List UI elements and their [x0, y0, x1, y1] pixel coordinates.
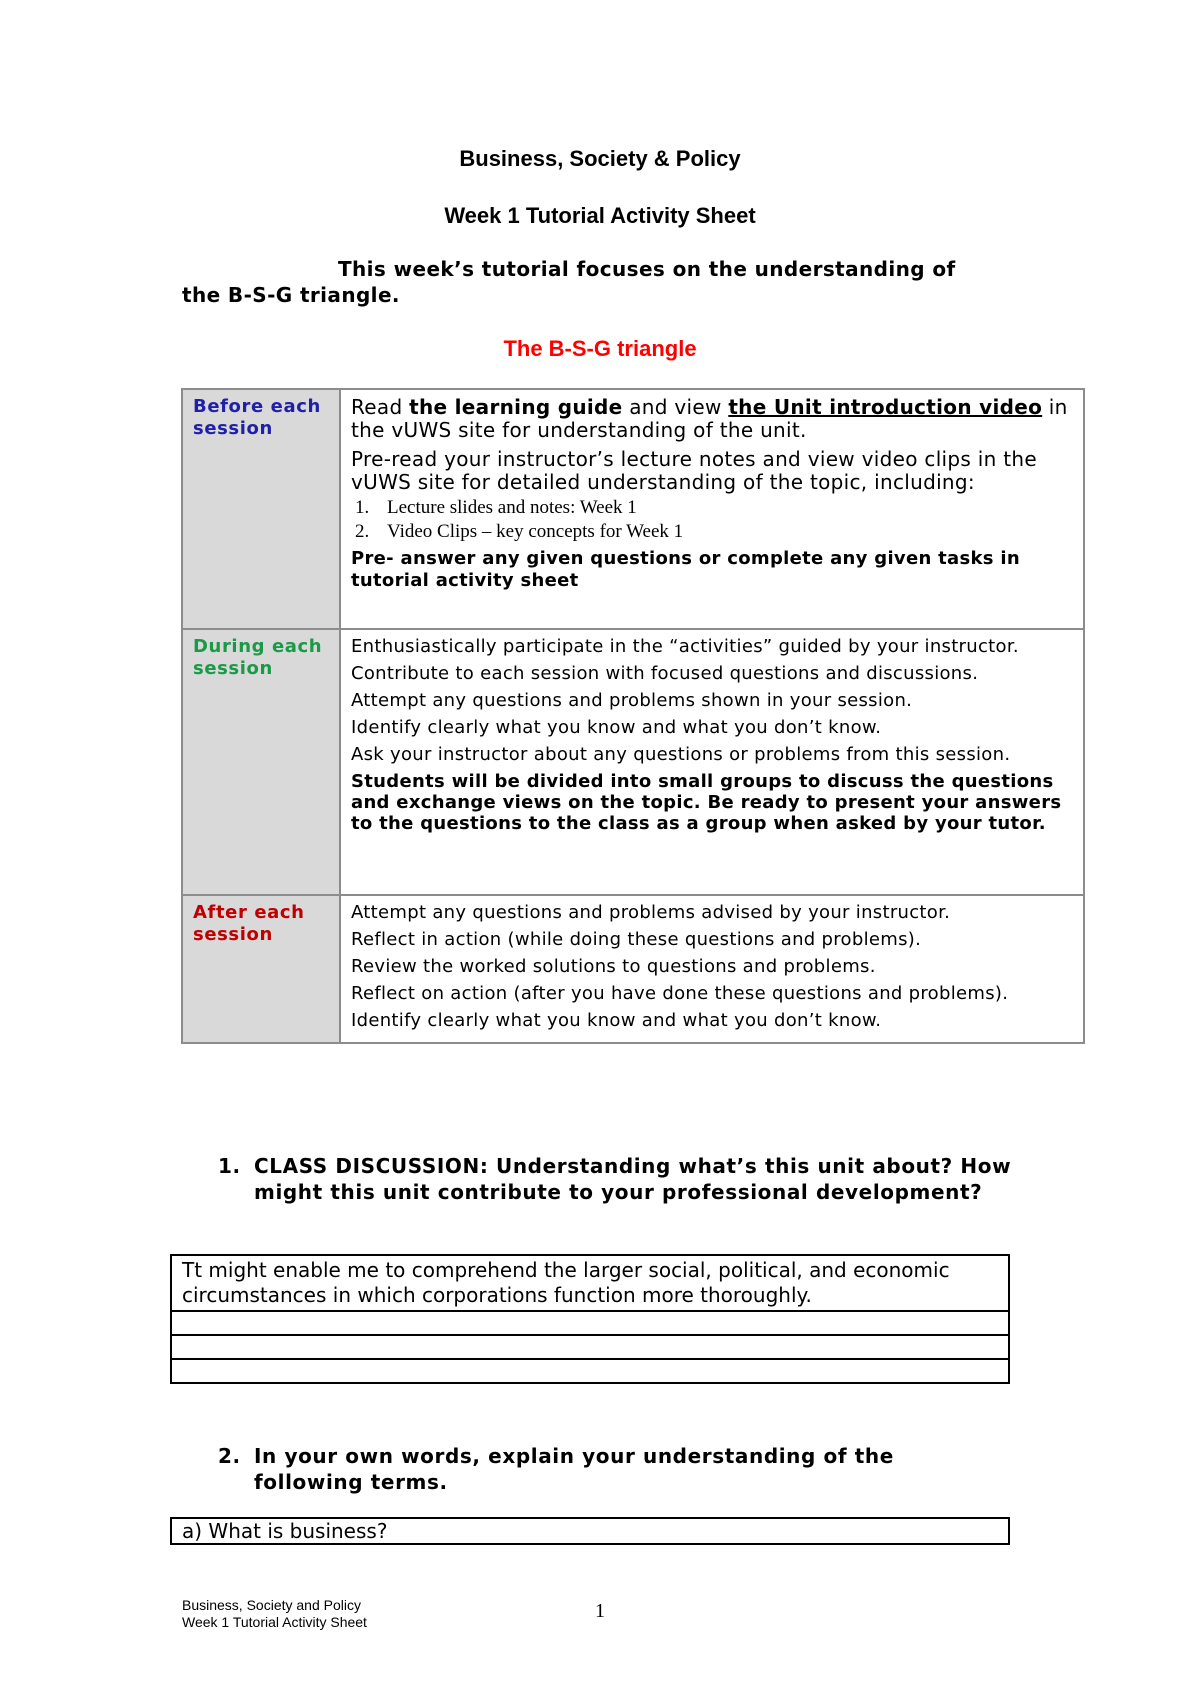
list-item-num: 1.: [355, 497, 370, 518]
answer-1-blank-line[interactable]: [171, 1359, 1009, 1383]
section-heading: The B-S-G triangle: [503, 336, 697, 361]
question-2: [218, 1443, 978, 1495]
sheet-title: Week 1 Tutorial Activity Sheet: [444, 203, 756, 228]
after-content: [340, 895, 1084, 1043]
page-number: 1: [595, 1600, 605, 1622]
after-line: Identify clearly what you know and what you don’t know.: [351, 1010, 882, 1031]
during-line: Attempt any questions and problems shown in your session.: [351, 690, 913, 711]
list-item: [351, 496, 1073, 520]
before-label: Before each session: [182, 389, 340, 629]
question-1-number: 1.: [218, 1154, 241, 1178]
during-content: [340, 629, 1084, 895]
answer-1-blank-line[interactable]: [171, 1311, 1009, 1335]
learning-guide-text: the learning guide: [409, 395, 623, 419]
after-line: Attempt any questions and problems advised by your instructor.: [351, 902, 951, 923]
during-line: Contribute to each session with focused questions and discussions.: [351, 663, 979, 684]
after-line: Review the worked solutions to questions and problems.: [351, 956, 876, 977]
preread-text: Pre-read your instructor’s lecture notes and view video clips in the vUWS site for detailed understanding of the topic, including:: [351, 447, 1037, 494]
list-item-num: 2.: [355, 521, 370, 542]
list-item-text: Video Clips – key concepts for Week 1: [387, 521, 684, 542]
before-row: [182, 389, 1084, 629]
during-line: Identify clearly what you know and what you don’t know.: [351, 717, 882, 738]
sub-question-a[interactable]: a) What is business?: [171, 1518, 1009, 1544]
course-title: Business, Society & Policy: [459, 146, 741, 171]
list-item-text: Lecture slides and notes: Week 1: [387, 497, 637, 518]
question-1-text: CLASS DISCUSSION: Understanding what’s this unit about? How might this unit contribute to your professional development?: [254, 1154, 1012, 1204]
preanswer-text: Pre- answer any given questions or complete any given tasks in tutorial activity sheet: [351, 548, 1020, 591]
lecture-list: [351, 496, 1073, 544]
answer-table-1: [170, 1254, 1010, 1384]
intro-line-1: This week’s tutorial focuses on the understanding of: [338, 257, 956, 281]
footer-line-2: Week 1 Tutorial Activity Sheet: [182, 1614, 367, 1630]
unit-video-link[interactable]: the Unit introduction video: [728, 395, 1043, 419]
footer: [182, 1597, 367, 1631]
group-note: Students will be divided into small groups to discuss the questions and exchange views on the topic. Be ready to present your answers to the questions to the class as a group when asked by your tutor.: [351, 771, 1062, 834]
during-line: Ask your instructor about any questions or problems from this session.: [351, 744, 1011, 765]
view-text: and view: [622, 395, 729, 419]
answer-1-text[interactable]: Tt might enable me to comprehend the larger social, political, and economic circumstances in which corporations function more thoroughly.: [171, 1255, 1009, 1311]
intro-line-2: the B-S-G triangle.: [182, 283, 400, 307]
after-line: Reflect in action (while doing these questions and problems).: [351, 929, 922, 950]
after-line: Reflect on action (after you have done these questions and problems).: [351, 983, 1009, 1004]
question-2-text: In your own words, explain your understanding of the following terms.: [254, 1444, 894, 1494]
during-line: Enthusiastically participate in the “activities” guided by your instructor.: [351, 636, 1019, 657]
read-instruction: [351, 396, 1073, 442]
after-label: After each session: [182, 895, 340, 1043]
after-row: [182, 895, 1084, 1043]
answer-table-2: [170, 1517, 1010, 1545]
during-label: During each session: [182, 629, 340, 895]
question-1: [218, 1153, 1038, 1205]
read-prefix: Read: [351, 395, 410, 419]
intro-text: [182, 256, 1032, 308]
before-content: [340, 389, 1084, 629]
footer-line-1: Business, Society and Policy: [182, 1597, 361, 1613]
read-suffix: in the vUWS site for understanding of the unit.: [351, 395, 1068, 442]
during-row: [182, 629, 1084, 895]
question-2-number: 2.: [218, 1444, 241, 1468]
answer-1-blank-line[interactable]: [171, 1335, 1009, 1359]
activity-table: [181, 388, 1085, 1044]
list-item: [351, 520, 1073, 544]
